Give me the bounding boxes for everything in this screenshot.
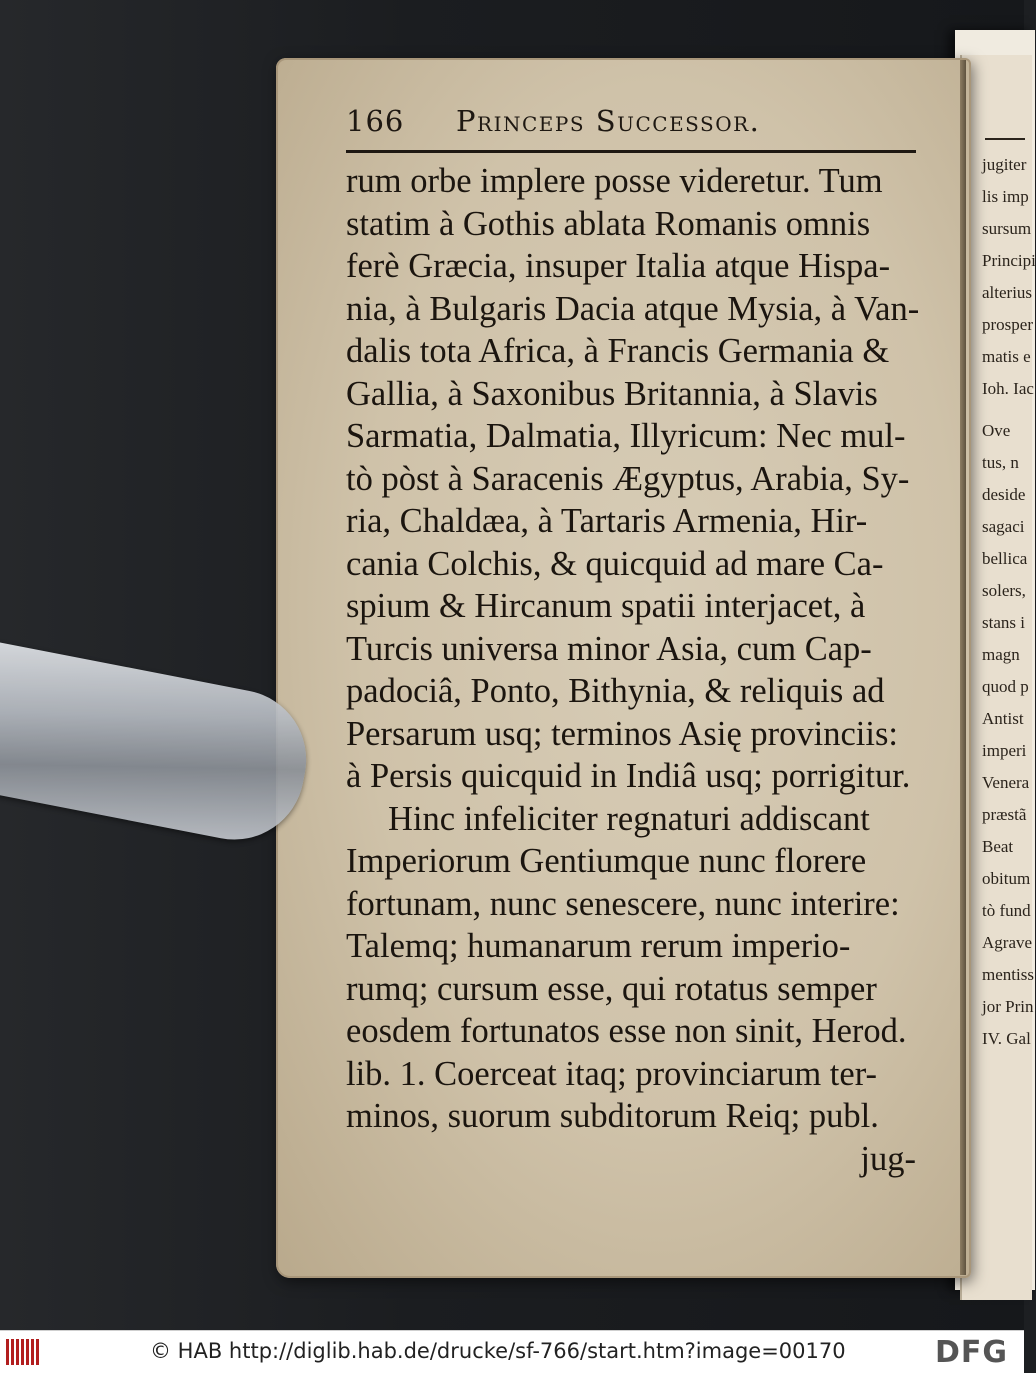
text-line: Sarmatia, Dalmatia, Illyricum: Nec mul- — [346, 417, 906, 455]
adjacent-fragment: lis imp — [982, 187, 1029, 206]
copyright-link[interactable]: © HAB http://diglib.hab.de/drucke/sf-766/start.htm?image=00170 — [150, 1339, 846, 1363]
adjacent-fragment: deside — [982, 485, 1026, 504]
dfg-logo: DFG — [935, 1335, 1009, 1370]
text-line: padociâ, Ponto, Bithynia, & reliquis ad — [346, 672, 885, 710]
adjacent-fragment: Beat — [982, 837, 1014, 856]
adjacent-fragment: obitum — [982, 869, 1031, 888]
adjacent-fragment: prosper — [982, 315, 1033, 334]
adjacent-fragment: Agrave — [982, 933, 1033, 952]
text-line: Turcis universa minor Asia, cum Cap- — [346, 629, 872, 668]
header-rule — [346, 150, 916, 153]
adjacent-fragment: mentiss — [982, 965, 1034, 984]
text-line: minos, suorum subditorum Reiq; publ. — [346, 1097, 879, 1135]
adjacent-fragment: quod p — [982, 677, 1029, 696]
text-line: rum orbe implere posse videretur. Tum — [346, 162, 883, 200]
adjacent-fragment: stans i — [982, 613, 1025, 632]
text-line: eosdem fortunatos esse non sinit, Herod. — [346, 1012, 907, 1050]
page-holder-blade — [0, 641, 318, 851]
text-line: spium & Hircanum spatii interjacet, à — [346, 587, 866, 625]
adjacent-fragment: Ove — [982, 421, 1011, 440]
adjacent-fragment: bellica — [982, 549, 1028, 568]
text-line: cania Colchis, & quicquid ad mare Ca- — [346, 544, 884, 583]
text-line: statim à Gothis ablata Romanis omnis — [346, 204, 871, 243]
page-header — [346, 104, 916, 144]
adjacent-fragment: magn — [982, 645, 1020, 664]
footer-bar — [0, 1330, 1024, 1373]
text-line: Imperiorum Gentiumque nunc florere — [346, 842, 867, 880]
page-number: 166 — [346, 104, 405, 138]
text-line: rumq; cursum esse, qui rotatus semper — [346, 969, 877, 1008]
adjacent-fragment: alterius — [982, 283, 1033, 302]
text-line: nia, à Bulgaris Dacia atque Mysia, à Van- — [346, 289, 920, 328]
page-gutter-edge — [960, 60, 966, 1275]
adjacent-fragment: tò fund — [982, 901, 1031, 920]
catchword: jug- — [860, 1139, 916, 1178]
text-line: dalis tota Africa, à Francis Germania & — [346, 332, 890, 370]
text-line: lib. 1. Coerceat itaq; provinciarum ter- — [346, 1054, 877, 1093]
adjacent-fragment: Ioh. Iac — [982, 379, 1034, 398]
adjacent-header-rule — [985, 138, 1025, 140]
adjacent-fragment: imperi — [982, 741, 1027, 760]
text-line: Gallia, à Saxonibus Britannia, à Slavis — [346, 374, 878, 413]
adjacent-fragment: Antist — [982, 709, 1024, 728]
adjacent-fragment: sursum — [982, 219, 1032, 238]
text-line: fortunam, nunc senescere, nunc interire: — [346, 884, 900, 923]
text-line: Talemq; humanarum rerum imperio- — [346, 927, 851, 965]
adjacent-fragment: IV. Gal — [982, 1029, 1031, 1048]
adjacent-fragment: jor Prin — [982, 997, 1034, 1016]
text-line: ferè Græcia, insuper Italia atque Hispa- — [346, 247, 891, 285]
text-line: Persarum usq; terminos Asię provinciis: — [346, 714, 898, 753]
hab-barcode-icon — [6, 1339, 42, 1365]
running-title: Princeps Successor. — [456, 104, 761, 138]
adjacent-fragment: Principi — [982, 251, 1036, 270]
text-body — [346, 160, 926, 1180]
adjacent-fragment: jugiter — [982, 155, 1027, 174]
adjacent-fragment: præstã — [982, 805, 1027, 824]
text-line: tò pòst à Saracenis Ægyptus, Arabia, Sy- — [346, 459, 910, 498]
adjacent-fragment: solers, — [982, 581, 1026, 600]
text-line: ria, Chaldæa, à Tartaris Armenia, Hir- — [346, 502, 868, 540]
text-line: à Persis quicquid in Indiâ usq; porrigitur. — [346, 757, 911, 795]
paragraph-start-line: Hinc infeliciter regnaturi addiscant — [388, 799, 870, 838]
adjacent-fragment: matis e — [982, 347, 1031, 366]
adjacent-fragment: sagaci — [982, 517, 1025, 536]
adjacent-fragment: Venera — [982, 773, 1030, 792]
adjacent-fragment: tus, n — [982, 453, 1019, 472]
